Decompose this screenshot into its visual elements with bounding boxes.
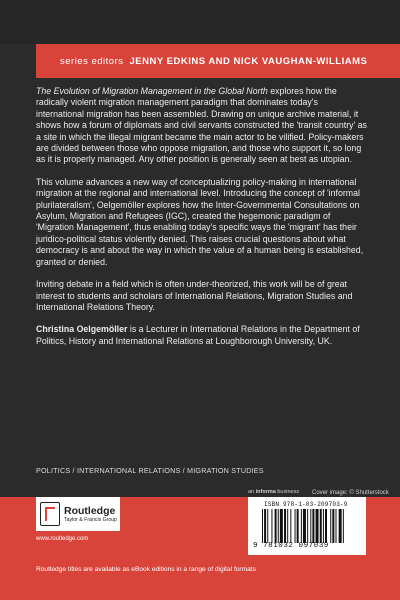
- back-cover-blurb: [36, 86, 368, 347]
- top-cover-strip: [0, 0, 400, 44]
- informa-brand: informa: [255, 489, 276, 495]
- isbn-label: ISBN 978-1-03-209703-9: [264, 501, 348, 508]
- book-title-inline: The Evolution of Migration Management in the Global North: [36, 86, 268, 96]
- series-editors-label: series editors: [60, 55, 124, 67]
- blurb-paragraph-2: This volume advances a new way of conceptualizing policy-making in international migration at the regional and international level. Introducing the concept of 'informal plurilateralism', Oelgemöller explores how the Inter-Governmental Consultations on Asylum, Migration and Refugees (IGC), created the hegemonic paradigm of 'Migration Management', thus enabling today's specific ways the 'migrant' has their juridico-political status violently denied. This raises crucial questions about what democracy is and about the way in which the value of a human being is established, granted or denied.: [36, 176, 364, 267]
- publisher-website: www.routledge.com: [36, 536, 89, 542]
- informa-prefix: an: [248, 489, 256, 495]
- publisher-group: Taylor & Francis Group: [64, 516, 118, 523]
- informa-business-tag: [248, 489, 299, 495]
- blurb-paragraph-1-text: explores how the radically violent migration management paradigm that dominates today's international migration has been assembled. Drawing on unique archive material, it shows how a forum of diplomats and civil servants constructed the 'transit country' as a site in which the illegal migrant became the main actor to be vilified. Policy-makers are divided between those who oppose migration, and those who support it, so long as it is properly managed. Any other position is generally seen at best as utopian.: [36, 86, 367, 165]
- author-bio: [36, 324, 368, 347]
- routledge-logo-icon: [40, 502, 60, 526]
- series-editors-bar: [36, 44, 400, 78]
- publisher-name: Routledge: [64, 504, 116, 517]
- isbn-barcode-box: [248, 497, 366, 555]
- blurb-paragraph-3: Inviting debate in a field which is often under-theorized, this work will be of great interest to students and scholars of International Relations, Migration Studies and International Relations Theory.: [36, 279, 353, 312]
- subject-categories: POLITICS / INTERNATIONAL RELATIONS / MIGRATION STUDIES: [36, 466, 264, 475]
- publisher-logo: [36, 497, 120, 531]
- blurb-paragraph-1: [36, 86, 368, 166]
- ebook-availability-note: Routledge titles are available as eBook editions in a range of digital formats: [36, 566, 256, 573]
- cover-image-credit: Cover image: © Shutterstock: [312, 490, 389, 496]
- series-editors-names: JENNY EDKINS AND NICK VAUGHAN-WILLIAMS: [129, 55, 368, 67]
- author-name: Christina Oelgemöller: [36, 324, 128, 335]
- author-bio-text: is a Lecturer in International Relations in the Department of Politics, History and International Relations at Loughborough University, UK.: [36, 324, 360, 346]
- barcode-icon: [262, 509, 360, 543]
- barcode-number: 9 781032 097039: [253, 542, 329, 550]
- informa-suffix: business: [275, 489, 300, 495]
